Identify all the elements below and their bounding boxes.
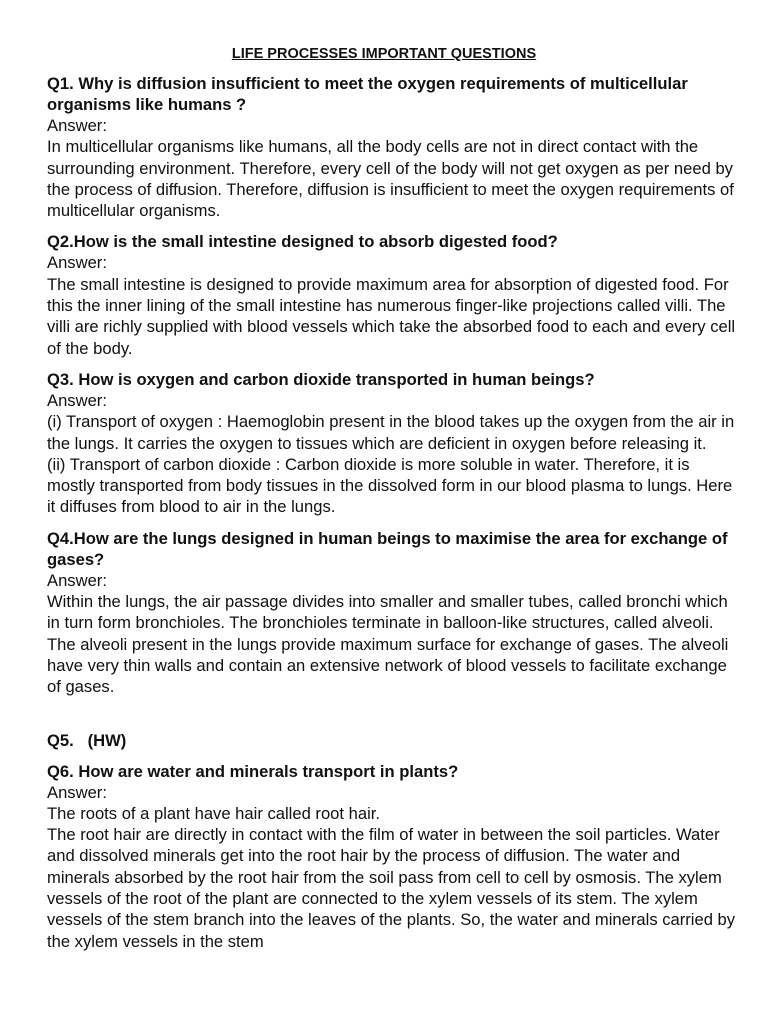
question-1: Q1. Why is diffusion insufficient to meet the oxygen requirements of multicellular organisms like humans ? <box>47 74 688 114</box>
answer-label: Answer: <box>47 570 107 590</box>
answer-label: Answer: <box>47 782 107 802</box>
answer-label: Answer: <box>47 116 107 135</box>
document-page <box>47 44 737 962</box>
question-2: Q2.How is the small intestine designed to absorb digested food? <box>47 232 558 252</box>
question-3: Q3. How is oxygen and carbon dioxide transported in human beings? <box>47 369 595 389</box>
question-block-6 <box>47 761 737 952</box>
answer-paragraph: The roots of a plant have hair called root hair. <box>47 803 380 823</box>
document-title: LIFE PROCESSES IMPORTANT QUESTIONS <box>231 46 537 62</box>
question-block-5 <box>47 730 737 751</box>
answer-paragraph: The root hair are directly in contact with the film of water in between the soil particles. Water and dissolved minerals get into the root hair by the process of diffusion. The water and minerals absorbed by the root hair from the soil pass from cell to cell by osmosis. The xylem vessels of the root of the plant are connected to the xylem vessels of its stem. The xylem vessels of the stem branch into the leaves of the plants. So, the water and minerals carried by the xylem vessels in the stem <box>47 825 736 951</box>
question-4: Q4.How are the lungs designed in human beings to maximise the area for exchange of gases? <box>47 528 728 569</box>
answer-paragraph: (i) Transport of oxygen : Haemoglobin present in the blood takes up the oxygen from the air in the lungs. It carries the oxygen to tissues which are deficient in oxygen before releasing it. <box>47 412 735 453</box>
answer-paragraph: Within the lungs, the air passage divides into smaller and smaller tubes, called bronchi which in turn form bronchioles. The bronchioles terminate in balloon-like structures, called alveoli. The alveoli present in the lungs provide maximum surface for exchange of gases. The alveoli have very thin walls and contain an extensive network of blood vessels to facilitate exchange of gases. <box>47 592 729 697</box>
answer-paragraph: The small intestine is designed to provide maximum area for absorption of digested food. For this the inner lining of the small intestine has numerous finger-like projections called villi. The villi are richly supplied with blood vessels which take the absorbed food to each and every cell of the body. <box>47 274 736 358</box>
answer-label: Answer: <box>47 390 107 410</box>
blank-spacer <box>47 708 737 730</box>
answer-label: Answer: <box>47 253 107 273</box>
answer-paragraph: In multicellular organisms like humans, all the body cells are not in direct contact with the surrounding environment. Therefore, every cell of the body will not get oxygen as per need by the process of diffusion. Therefore, diffusion is insufficient to meet the oxygen requirements of multicellular organisms. <box>47 137 734 221</box>
question-5: Q5. (HW) <box>47 730 127 750</box>
question-6: Q6. How are water and minerals transport in plants? <box>47 761 459 781</box>
question-block-3 <box>47 369 737 518</box>
answer-paragraph: (ii) Transport of carbon dioxide : Carbon dioxide is more soluble in water. Therefore, it is mostly transported from body tissues in the dissolved form in our blood plasma to lungs. Here it diffuses from blood to air in the lungs. <box>47 454 733 517</box>
question-block-2 <box>47 231 737 358</box>
question-block-4 <box>47 528 737 698</box>
question-block-1 <box>47 73 737 221</box>
